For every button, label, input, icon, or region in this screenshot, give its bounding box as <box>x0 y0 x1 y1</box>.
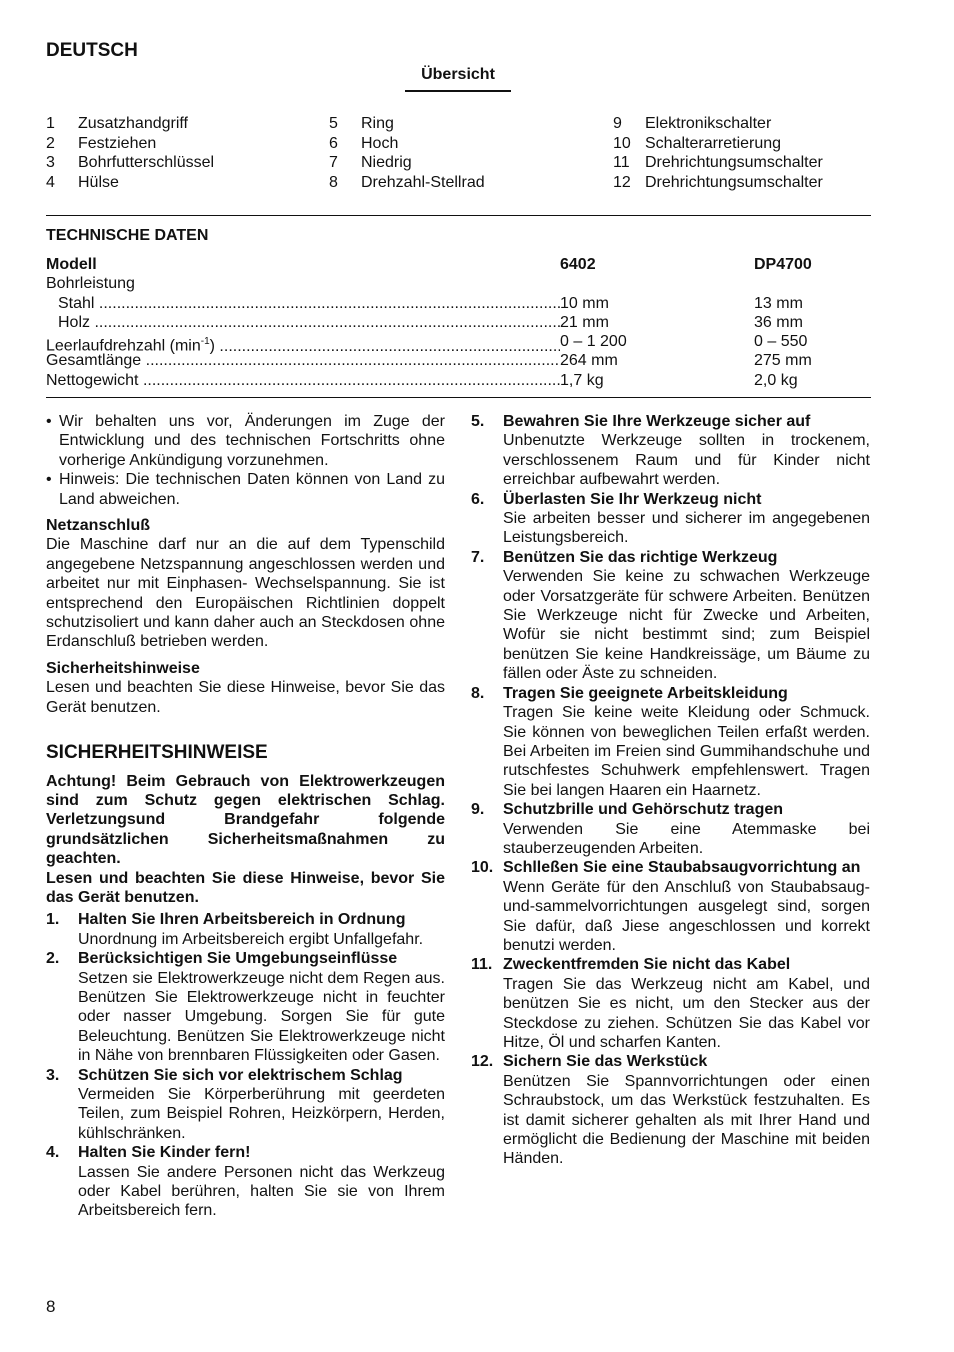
tech-data-table <box>46 255 871 390</box>
list-item: 10 Schalterarretierung <box>613 134 782 152</box>
table-row: Modell 6402 DP4700 <box>46 256 812 273</box>
language-heading: DEUTSCH <box>46 40 138 61</box>
list-item: 5. Bewahren Sie Ihre Werkzeuge sicher auf Unbenutzte Werkzeuge sollten in trockenem, verschlossenem Raum und für Kinder nicht erreichbar aufbewahrt werden. <box>471 413 870 489</box>
warning-text: Achtung! Beim Gebrauch von Elektrowerkzeugen sind zum Schutz gegen elektrischen Schlag. Verletzungsund Brandgefahr folgende grundsätzlichen Sicherheitsmaßnahmen zu geachten. <box>46 772 445 868</box>
table-row: Holz ..... 21 mm 36 mm <box>46 313 871 332</box>
overview-underline <box>405 90 511 92</box>
list-item: 11 Drehrichtungsumschalter <box>613 154 823 171</box>
list-item: 4. Halten Sie Kinder fern! Lassen Sie andere Personen nicht das Werkzeug oder Kabel berühren, halten Sie sie von Ihrem Arbeitsbereich fern. <box>46 1144 445 1220</box>
list-item: 8. Tragen Sie geeignete Arbeitskleidung Tragen Sie keine weite Kleidung oder Schmuck. Sie können von beweglichen Teilen erfaßt werden. Bei Arbeiten im Freien sind Gummihandschuhe und rutschfestes Schuhwerk empfehlenswert. Tragen Sie bei langen Haaren ein Haarnetz. <box>471 684 870 799</box>
left-column <box>46 412 445 1221</box>
list-item: 11. Zweckentfremden Sie nicht das Kabel Tragen Sie das Werkzeug nicht am Kabel, und benützen Sie es nicht, um den Stecker aus der Steckdose zu ziehen. Schützen Sie das Kabel vor Hitze, Öl und scharfen Kanten. <box>471 956 870 1051</box>
bullet-item: • Wir behalten uns vor, Änderungen im Zuge der Entwicklung und des technischen Fortschritts ohne vorherige Ankündigung vorzunehmen. <box>46 412 445 470</box>
parts-list-col3 <box>613 114 823 192</box>
table-row: Gesamtlänge ..... 264 mm 275 mm <box>46 351 871 370</box>
list-item: 3 Bohrfutterschlüssel <box>46 154 215 171</box>
page-number: 8 <box>46 1297 56 1316</box>
list-item: 10. Schlleßen Sie eine Staubabsaugvorrichtung an Wenn Geräte für den Anschluß von Staubabsaug-und-sammelvorrichtungen ausgelegt sind, sorgen Sie dafür, daß Jiese angeschlossen und korrekt benutzi werden. <box>471 859 870 954</box>
list-item: 7 Niedrig <box>329 154 412 171</box>
major-heading: SICHERHEITSHINWEISE <box>46 742 268 764</box>
list-item: 5 Ring <box>329 115 394 132</box>
paragraph: Lesen und beachten Sie diese Hinweise, bevor Sie das Gerät benutzen. <box>46 679 445 716</box>
list-item: 9. Schutzbrille und Gehörschutz tragen Verwenden Sie eine Atemmaske bei stauberzeugenden Arbeiten. <box>471 801 870 857</box>
table-row: Leerlaufdrehzahl $(\min^{-1})$ ..... 0 – 1 200 0 – 550 <box>46 332 871 351</box>
right-column <box>471 412 870 1169</box>
list-item: 7. Benützen Sie das richtige Werkzeug Verwenden Sie keine zu schwachen Werkzeuge oder Vorsatzgeräte für schwere Arbeiten. Benützen Sie Werkzeuge nicht für Zwecke und Arbeiten, Wofür sie nicht bestimmt sind; zum Beispiel benützen Sie keine Handkreissäge, um Bäume zu fällen oder Äste zu schneiden. <box>471 548 870 683</box>
overview-title: Übersicht <box>421 66 495 83</box>
list-item: 1. Halten Sie Ihren Arbeitsbereich in Ordnung Unordnung im Arbeitsbereich ergibt Unfallgefahr. <box>46 911 424 948</box>
list-item: 3. Schützen Sie sich vor elektrischem Schlag Vermeiden Sie Körperberührung mit geerdeten Teilen, zum Beispiel Rohren, Heizkörpern, Herden, kühlschränken. <box>46 1066 445 1142</box>
warning-text: Lesen und beachten Sie diese Hinweise, bevor Sie das Gerät benutzen. <box>46 869 445 906</box>
list-item: 6 Hoch <box>329 134 399 152</box>
table-row: Bohrleistung <box>46 275 135 293</box>
list-item: 12. Sichern Sie das Werkstück Benützen Sie Spannvorrichtungen oder einen Schraubstock, um das Werkstück festzuhalten. Es ist damit sicherer gehalten als mit Ihrer Hand und ermöglicht die Bedienung der Maschine mit beiden Händen. <box>471 1053 870 1168</box>
section-heading: Sicherheitshinweise <box>46 659 200 677</box>
table-row: Stahl ..... 10 mm 13 mm <box>46 294 871 313</box>
parts-list-col1 <box>46 114 214 192</box>
table-row: Nettogewicht ..... 1,7 kg 2,0 kg <box>46 371 871 390</box>
paragraph: Die Maschine darf nur an die auf dem Typenschild angegebene Netzspannung angeschlossen werden und arbeitet nur mit Einphasen- Wechselspannung. Sie ist entsprechend den Europäischen Richtlinien doppelt schutzisoliert und kann daher auch an Steckdosen ohne Erdanschluß betrieben werden. <box>46 536 445 651</box>
parts-list-col2 <box>329 114 485 192</box>
tech-data-title: TECHNISCHE DATEN <box>46 227 209 244</box>
divider <box>46 397 871 398</box>
list-item: 9 Elektronikschalter <box>613 115 772 132</box>
list-item: 6. Überlasten Sie Ihr Werkzeug nicht Sie arbeiten besser und sicherer im angegebenen Leistungsbereich. <box>471 490 870 547</box>
divider <box>46 215 871 216</box>
section-heading: Netzanschluß <box>46 517 151 535</box>
list-item: 8 Drehzahl-Stellrad <box>329 173 485 191</box>
list-item: 12 Drehrichtungsumschalter <box>613 173 823 191</box>
list-item: 1 Zusatzhandgriff <box>46 115 188 132</box>
list-item: 2 Festziehen <box>46 134 157 152</box>
bullet-item: • Hinweis: Die technischen Daten können von Land zu Land abweichen. <box>46 470 445 509</box>
list-item: 2. Berücksichtigen Sie Umgebungseinflüsse Setzen sie Elektrowerkzeuge nicht dem Regen aus. Benützen Sie Elektrowerkzeuge nicht in feuchter oder nasser Umgebung. Sorgen Sie für gute Beleuchtung. Benützen Sie Elektrowerkzeuge nicht in Nähe von brennbaren Flüssigkeiten oder Gasen. <box>46 950 445 1065</box>
list-item: 4 Hülse <box>46 173 119 191</box>
